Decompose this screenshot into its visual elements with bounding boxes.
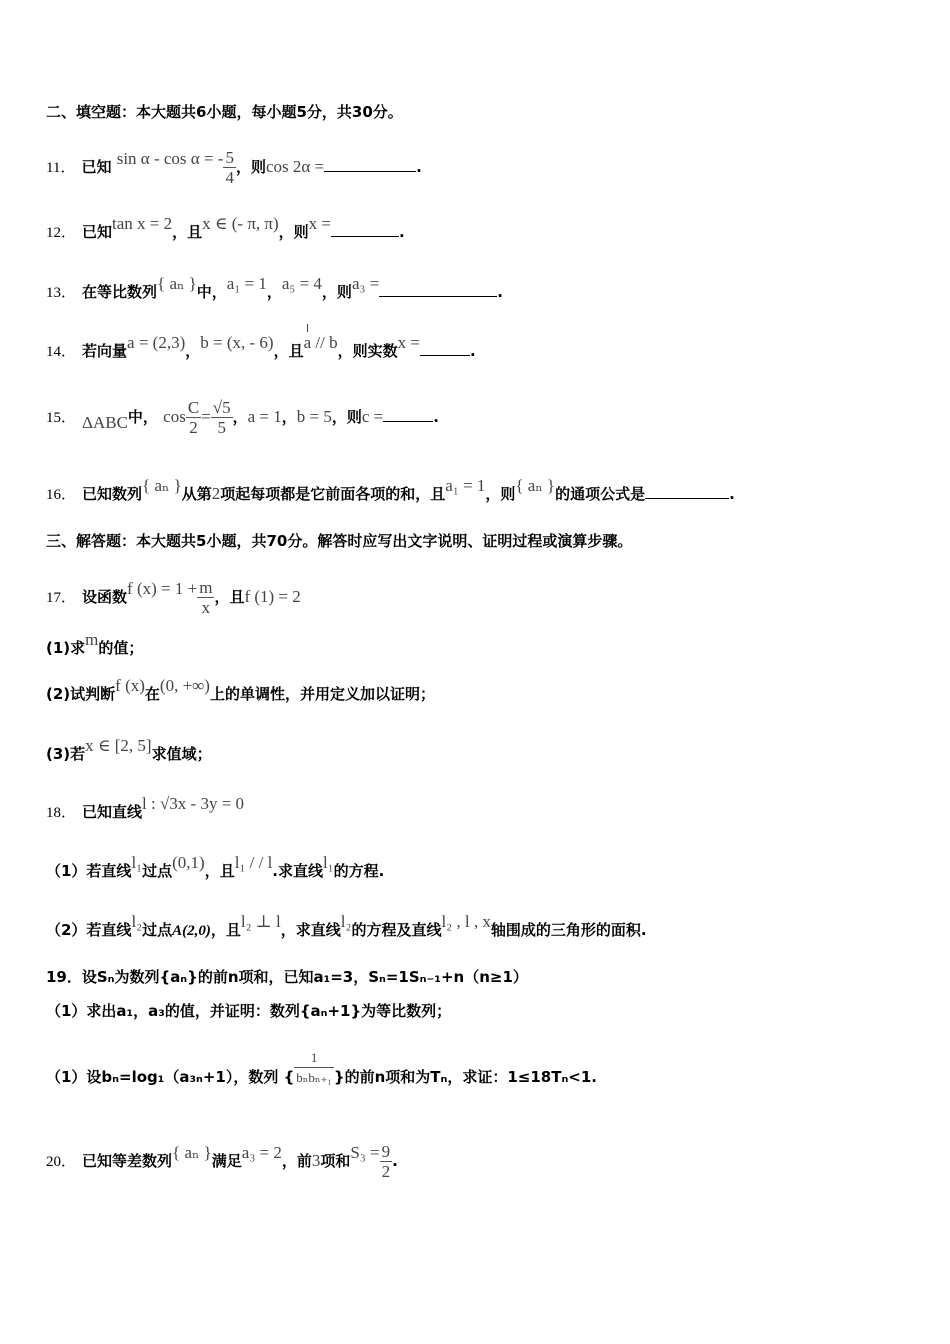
answer-blank[interactable] <box>324 169 416 172</box>
question-number: 11． <box>46 160 76 176</box>
question-16: 16． 已知数列{ aₙ }从第2项起每项都是它前面各项的和，且a₁ = 1，则{ aₙ }的通项公式是 . <box>46 476 735 503</box>
question-number: 15． <box>46 410 77 426</box>
question-number: 18． <box>46 805 77 821</box>
fraction: $\frac{9}{2}$ <box>381 1142 391 1181</box>
question-number: 17． <box>46 590 77 606</box>
question-number: 13． <box>46 285 77 301</box>
question-19-part-2: （1）设bₙ=log₁（a₃ₙ+1），数列 { $\frac{1}{\text{bₙbₙ₊₁}}$ }的前n项和为Tₙ，求证：1≤18Tₙ<1. <box>46 1050 597 1086</box>
question-number: 12． <box>46 225 77 241</box>
question-13: 13． 在等比数列{ aₙ }中，a₁ = 1，a₅ = 4，则a₃ = . <box>46 274 503 301</box>
math-expression: sin α - cos α = - <box>116 149 224 168</box>
question-17-part-2: (2)试判断f (x)在(0, +∞)上的单调性，并用定义加以证明； <box>46 676 435 703</box>
question-18-part-2: （2）若直线l₂过点A(2,0)，且l₂ ⊥ l，求直线l₂的方程及直线l₂ , l , x轴围成的三角形的面积. <box>46 912 647 939</box>
question-18: 18． 已知直线l : √3x - 3y = 0 <box>46 794 245 821</box>
fraction: $\frac{5}{4}$ <box>225 148 234 187</box>
question-number: 16． <box>46 487 77 503</box>
answer-blank[interactable] <box>331 234 399 237</box>
question-number: 14． <box>46 344 77 360</box>
fraction: $\frac{m}{x}$ <box>199 578 213 617</box>
question-15: 15． ΔABC中， cos $\frac{C}{2}$ = $\frac{√5}{5}$ ，a = 1，b = 5，则c = . <box>46 398 439 437</box>
answer-blank[interactable] <box>383 419 433 422</box>
fraction: $\frac{C}{2}$ <box>187 398 200 437</box>
vector-parallel: a // b <box>303 333 338 352</box>
question-18-part-1: （1）若直线l₁过点(0,1)，且l₁ / / l.求直线l₁的方程. <box>46 853 385 880</box>
answer-blank[interactable] <box>379 294 497 297</box>
question-17: 17． 设函数f (x) = 1 + $\frac{m}{x}$ ，且f (1) = 2 <box>46 578 301 617</box>
question-17-part-1: (1)求m的值； <box>46 630 144 657</box>
question-20: 20． 已知等差数列{ aₙ }满足a₃ = 2，前3项和S₃ = $\frac{9}{2}$ . <box>46 1142 398 1181</box>
answer-blank[interactable] <box>420 353 470 356</box>
question-11: 11． 已知 sin α - cos α = - $\frac{5}{4}$ ，则cos 2α = . <box>46 148 422 187</box>
question-12: 12． 已知tan x = 2，且x ∈ (- π, π)，则x = . <box>46 214 405 241</box>
question-17-part-3: (3)若x ∈ [2, 5]求值域； <box>46 736 212 763</box>
question-19-part-1: （1）求出a₁，a₃的值，并证明：数列{aₙ+1}为等比数列； <box>46 1002 452 1020</box>
fraction: $\frac{√5}{5}$ <box>212 398 231 437</box>
question-19: 19．设Sₙ为数列{aₙ}的前n项和，已知a₁=3，Sₙ=1Sₙ₋₁+n（n≥1） <box>46 968 528 986</box>
answer-blank[interactable] <box>645 496 729 499</box>
question-number: 20． <box>46 1154 77 1170</box>
section-heading-fill-blank: 二、填空题：本大题共6小题，每小题5分，共30分。 <box>46 103 403 121</box>
fraction: $\frac{1}{\text{bₙbₙ₊₁}}$ <box>296 1050 332 1085</box>
section-heading-solutions: 三、解答题：本大题共5小题，共70分。解答时应写出文字说明、证明过程或演算步骤。 <box>46 532 633 550</box>
question-14: 14． 若向量a = (2,3)，b = (x, - 6)，且a // b，则实数x = . <box>46 333 476 360</box>
